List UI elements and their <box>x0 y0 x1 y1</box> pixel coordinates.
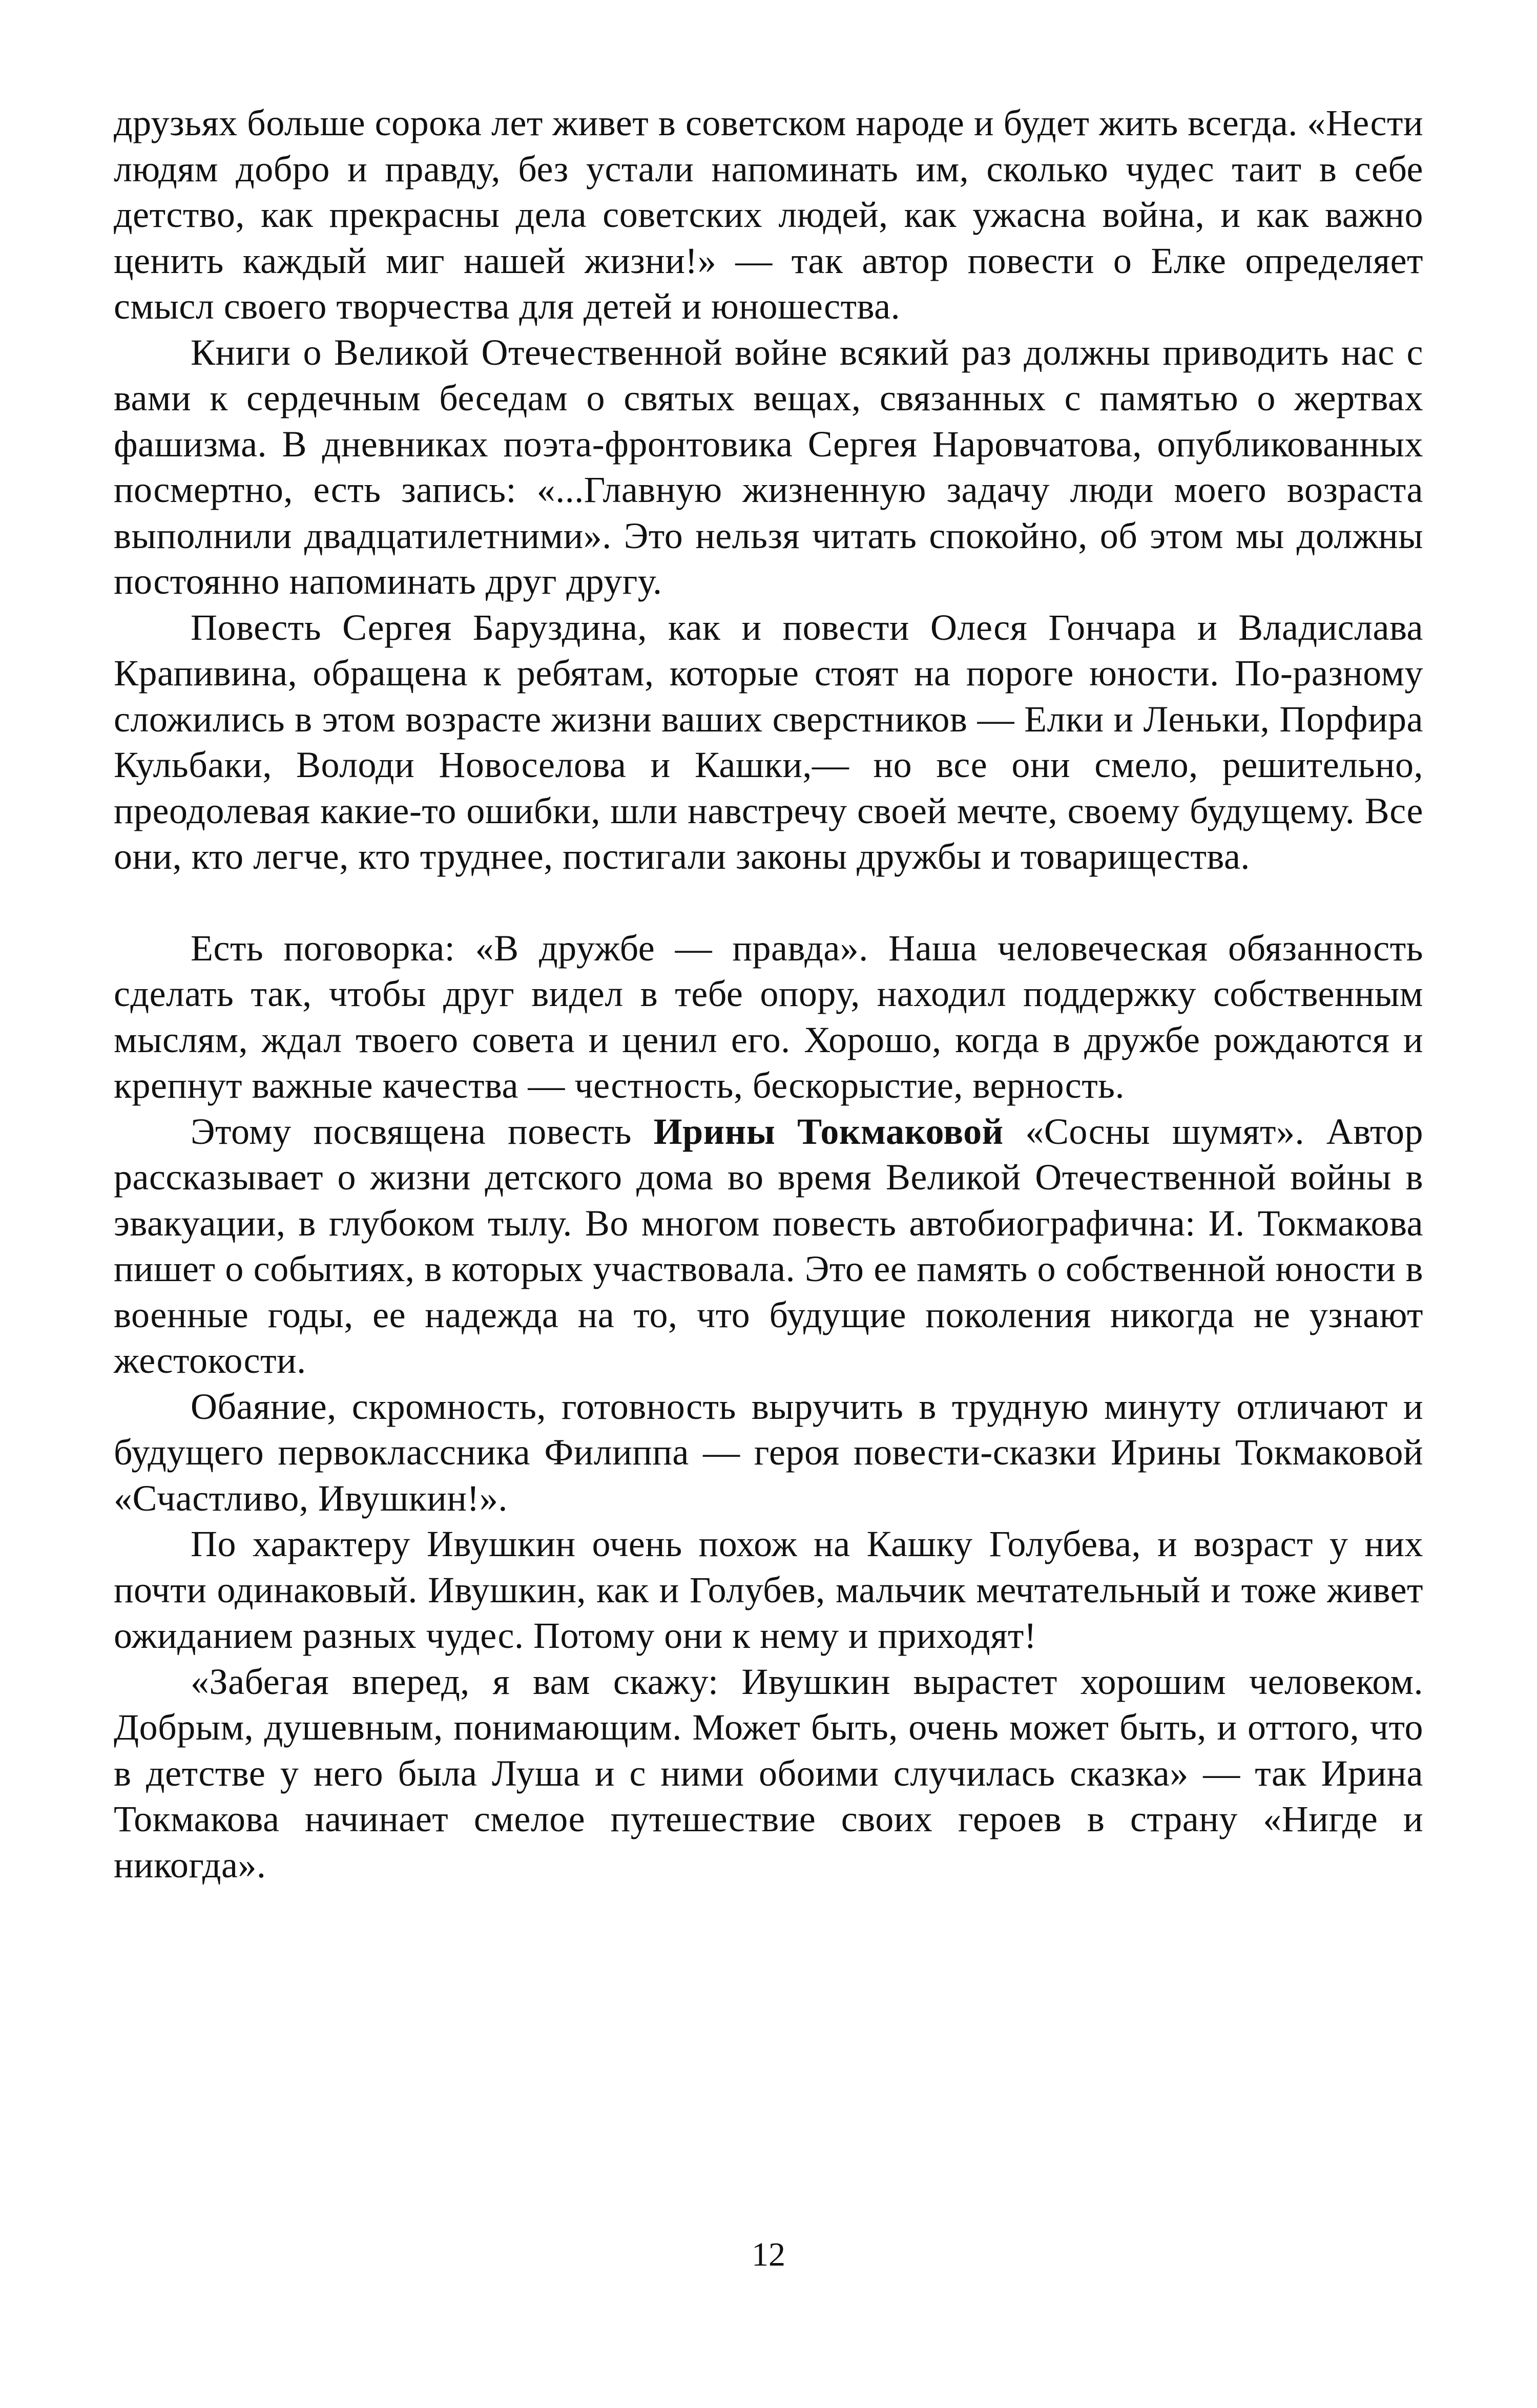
paragraph-continuation: друзьях больше сорока лет живет в советском народе и будет жить всегда. «Нести людям добро и правду, без устали напоминать им, сколько чудес таит в себе детство, как прекрасны дела советских людей, как ужасна война, и как важно ценить каждый миг нашей жизни!» — так автор повести о Елке определяет смысл своего творчества для детей и юношества. <box>114 102 1423 327</box>
page-body <box>114 100 1423 1888</box>
paragraph-baruzdin-story: Повесть Сергея Баруздина, как и повести Олеся Гончара и Владислава Крапивина, обращена к ребятам, которые стоят на пороге юности. По-разному сложились в этом возрасте жизни ваших сверстников — Елки и Леньки, Порфира Кульбаки, Володи Новоселова и Кашки,— но все они смело, решительно, преодолевая какие-то ошибки, шли навстречу своей мечте, своему будущему. Все они, кто легче, кто труднее, постигали законы дружбы и товарищества. <box>114 606 1423 877</box>
paragraph-text: «Сосны шумят». Автор рассказывает о жизни детского дома во время Великой Отечественной войны в эвакуации, в глубоком тылу. Во многом повесть автобиографична: И. Токмакова пишет о событиях, в которых участвовала. Это ее память о собственной юности в военные годы, ее надежда на то, что будущие поколения никогда не узнают жестокости. <box>114 1111 1424 1381</box>
author-name: Ирины Токмаковой <box>653 1111 1004 1152</box>
page-number: 12 <box>752 2236 785 2273</box>
paragraph-books-about-war: Книги о Великой Отечественной войне всякий раз должны приводить нас с вами к сердечным беседам о святых вещах, связанных с памятью о жертвах фашизма. В дневниках поэта-фронтовика Сергея Наровчатова, опубликованных посмертно, есть запись: «...Главную жизненную задачу люди моего возраста выполнили двадцатилетними». Это нельзя читать спокойно, об этом мы должны постоянно напоминать друг другу. <box>114 331 1423 602</box>
paragraph-text: Этому посвящена повесть <box>191 1111 654 1152</box>
article-text <box>114 100 1423 1888</box>
paragraph-ivushkin-quote: «Забегая вперед, я вам скажу: Ивушкин вырастет хорошим человеком. Добрым, душевным, понимающим. Может быть, очень может быть, и оттого, что в детстве у него была Луша и с ними обоими случилась сказка» — так Ирина Токмакова начинает смелое путешествие своих героев в страну «Нигде и никогда». <box>114 1661 1423 1886</box>
paragraph-friendship-saying: Есть поговорка: «В дружбе — правда». Наша человеческая обязанность сделать так, чтобы друг видел в тебе опору, находил поддержку собственным мыслям, ждал твоего совета и ценил его. Хорошо, когда в дружбе рождаются и крепнут важные качества — честность, бескорыстие, верность. <box>114 927 1423 1106</box>
paragraph-ivushkin-intro: Обаяние, скромность, готовность выручить в трудную минуту отличают и будущего первоклассника Филиппа — героя повести-сказки Ирины Токмаковой «Счастливо, Ивушкин!». <box>114 1386 1423 1519</box>
paragraph-ivushkin-character: По характеру Ивушкин очень похож на Кашку Голубева, и возраст у них почти одинаковый. Ивушкин, как и Голубев, мальчик мечтательный и тоже живет ожиданием разных чудес. Потому они к нему и приходят! <box>114 1523 1423 1656</box>
paragraph-tokmakova-story <box>114 1109 1423 1384</box>
